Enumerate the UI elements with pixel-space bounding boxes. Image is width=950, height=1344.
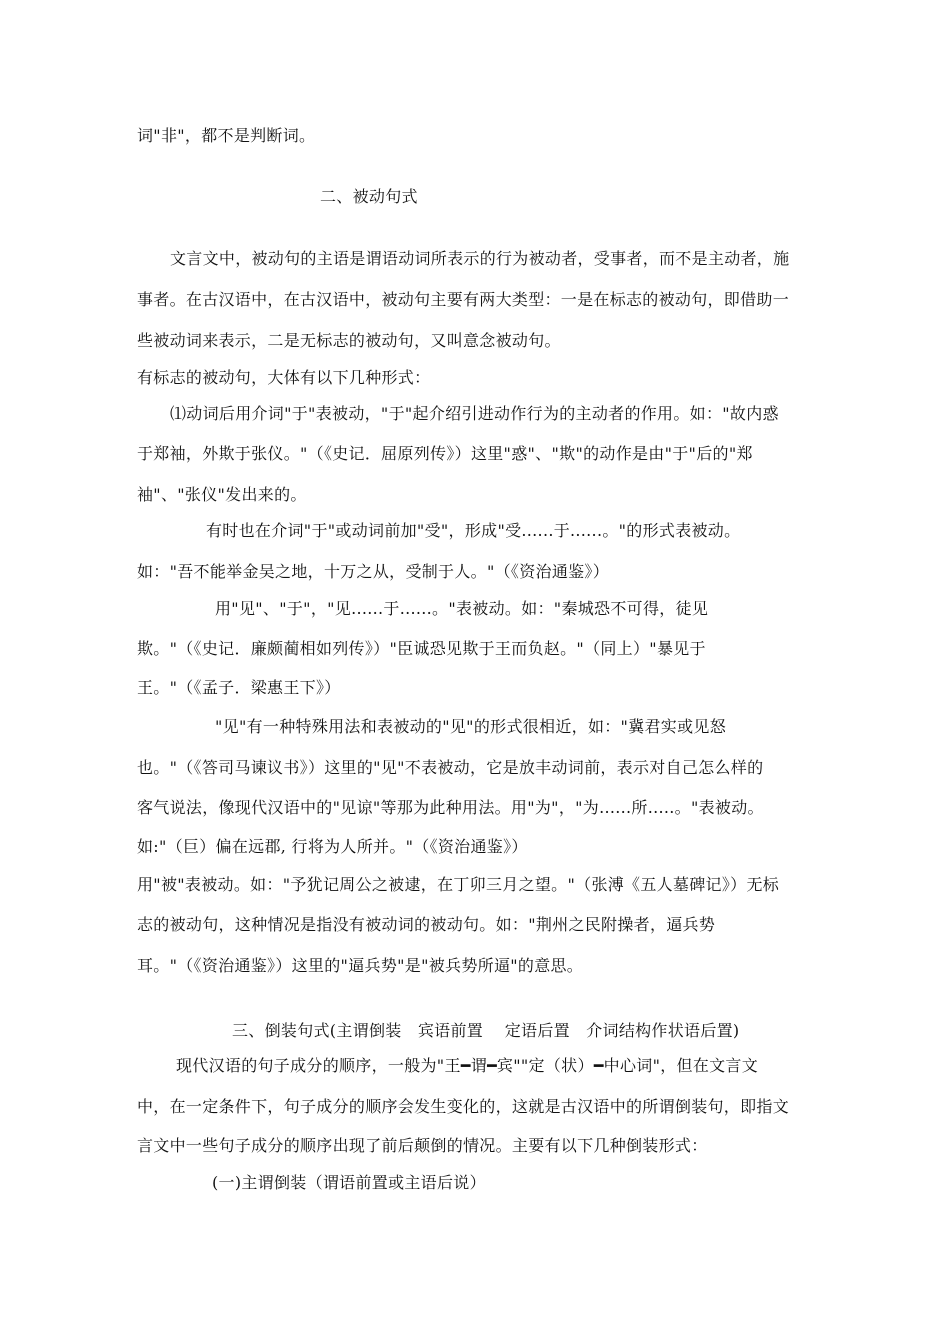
text-line: 袖"、"张仪"发出来的。 — [137, 485, 307, 504]
text-line: 欺。"（《史记．廉颇蔺相如列传》）"臣诚恐见欺于王而负赵。"（同上）"暴见于 — [137, 639, 706, 658]
text-line: 文言文中，被动句的主语是谓语动词所表示的行为被动者，受事者，而不是主动者，施 — [170, 249, 790, 268]
text-line: 志的被动句，这种情况是指没有被动词的被动句。如："荆州之民附操者，逼兵势 — [137, 915, 716, 934]
text-line: 王。"（《孟子．梁惠王下》） — [137, 678, 341, 697]
text-line: "见"有一种特殊用法和表被动的"见"的形式很相近，如："冀君实或见怒 — [215, 717, 726, 736]
text-line: 客气说法，像现代汉语中的"见谅"等那为此种用法。用"为"，"为......所.....。"表被动。 — [137, 798, 764, 817]
text-line: 言文中一些句子成分的顺序出现了前后颠倒的情况。主要有以下几种倒装形式： — [137, 1136, 708, 1155]
text-line: 如:"（巨）偏在远郡, 行将为人所并。"（《资治通鉴》） — [137, 837, 528, 856]
text-line: ⑴动词后用介词"于"表被动，"于"起介绍引进动作行为的主动者的作用。如："故内惑 — [170, 404, 779, 423]
text-line: 用"见"、"于"，"见......于......。"表被动。如："秦城恐不可得，徒见 — [215, 599, 709, 618]
text-line: 也。"（《答司马谏议书》）这里的"见"不表被动，它是放丰动词前，表示对自己怎么样的 — [137, 758, 764, 777]
text-line: (一)主谓倒装（谓语前置或主语后说） — [212, 1173, 486, 1192]
text-line: 于郑袖，外欺于张仪。"（《史记．屈原列传》）这里"惑"、"欺"的动作是由"于"后的"郑 — [137, 444, 753, 463]
text-line: 词"非"，都不是判断词。 — [137, 126, 316, 145]
text-line: 现代汉语的句子成分的顺序，一般为"王━谓━宾""定（状）━中心词"，但在文言文 — [176, 1056, 759, 1075]
text-line: 如："吾不能举金吴之地，十万之从，受制于人。"（《资治通鉴》） — [137, 562, 610, 581]
section-heading: 三、倒装句式(主谓倒装 宾语前置 定语后置 介词结构作状语后置) — [232, 1021, 740, 1040]
text-line: 中，在一定条件下，句子成分的顺序会发生变化的，这就是古汉语中的所谓倒装句，即指文 — [137, 1097, 790, 1116]
text-line: 些被动词来表示，二是无标志的被动句，又叫意念被动句。 — [137, 331, 561, 350]
section-heading: 二、被动句式 — [320, 187, 418, 206]
text-line: 耳。"（《资治通鉴》）这里的"逼兵势"是"被兵势所逼"的意思。 — [137, 956, 584, 975]
text-line: 有标志的被动句，大体有以下几种形式： — [137, 368, 431, 387]
text-line: 用"被"表被动。如："予犹记周公之被逮，在丁卯三月之望。"（张溥《五人墓碑记》）无标 — [137, 875, 780, 894]
text-line: 有时也在介词"于"或动词前加"受"，形成"受......于......。"的形式表被动。 — [206, 521, 741, 540]
text-line: 事者。在古汉语中，在古汉语中，被动句主要有两大类型：一是在标志的被动句，即借助一 — [137, 290, 790, 309]
